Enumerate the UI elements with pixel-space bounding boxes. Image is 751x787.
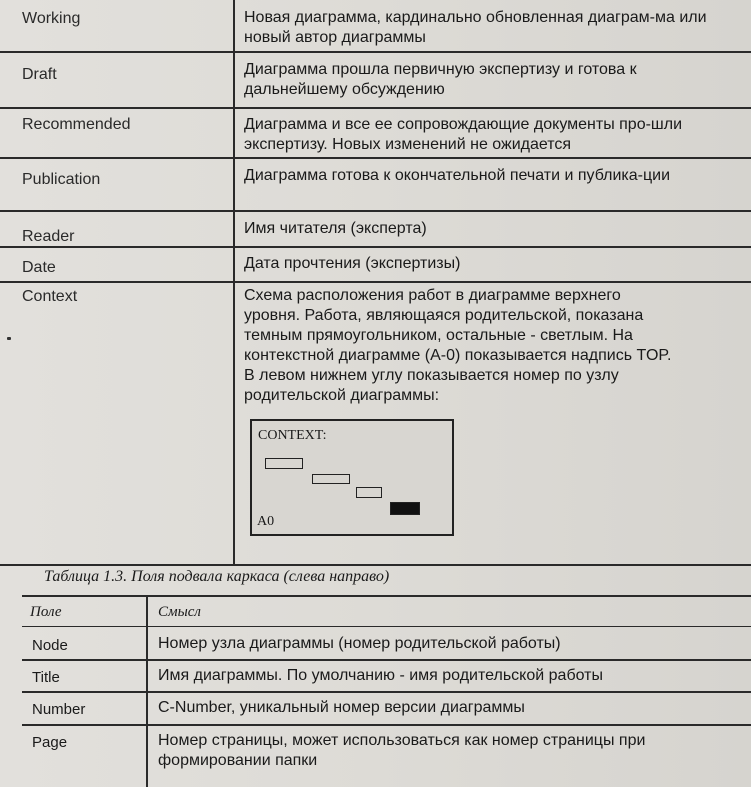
- context-diagram: [250, 419, 454, 536]
- row-divider: [22, 724, 751, 726]
- field-reader: Reader: [22, 228, 75, 245]
- field-node: Node: [32, 637, 68, 654]
- table-caption: Таблица 1.3. Поля подвала каркаса (слева направо): [44, 568, 390, 585]
- work-box: [265, 458, 303, 469]
- desc-context: Схема расположения работ в диаграмме верхнего уровня. Работа, являющаяся родительской, показана темным прямоугольником, остальные - светлым. На контекстной диаграмме (А-0) показывается надпись TOP. В левом нижнем углу показывается номер по узлу родительской диаграммы:: [244, 287, 672, 404]
- desc-title: Имя диаграммы. По умолчанию - имя родительской работы: [158, 667, 603, 684]
- field-number: Number: [32, 701, 86, 718]
- desc-date: Дата прочтения (экспертизы): [244, 255, 461, 272]
- row-divider: [0, 157, 751, 159]
- table-top-border: [22, 595, 751, 597]
- field-draft: Draft: [22, 66, 57, 83]
- work-box: [356, 487, 382, 498]
- row-divider: [22, 691, 751, 693]
- desc-publication: Диаграмма готова к окончательной печати и публика-ции: [244, 167, 671, 184]
- row-divider: [22, 659, 751, 661]
- header-divider: [22, 626, 751, 627]
- desc-node: Номер узла диаграммы (номер родительской работы): [158, 635, 561, 652]
- node-number: A0: [257, 514, 275, 529]
- row-divider: [0, 281, 751, 283]
- field-working: Working: [22, 10, 81, 27]
- field-recommended: Recommended: [22, 116, 131, 133]
- desc-number: C-Number, уникальный номер версии диаграммы: [158, 699, 525, 716]
- row-divider: [0, 246, 751, 248]
- table-bottom-border: [0, 564, 751, 566]
- desc-draft: Диаграмма прошла первичную экспертизу и готова к дальнейшему обсуждению: [244, 61, 637, 98]
- parent-work-box: [390, 502, 420, 515]
- field-publication: Publication: [22, 171, 101, 188]
- header-meaning: Смысл: [158, 604, 201, 620]
- ink-speck: [7, 337, 11, 340]
- desc-working: Новая диаграмма, кардинально обновленная диаграм-ма или новый автор диаграммы: [244, 9, 707, 46]
- row-divider: [0, 210, 751, 212]
- work-box: [312, 474, 350, 484]
- row-divider: [0, 107, 751, 109]
- row-divider: [0, 51, 751, 53]
- field-title: Title: [32, 669, 60, 686]
- header-field: Поле: [30, 604, 62, 620]
- field-date: Date: [22, 259, 56, 276]
- desc-page: Номер страницы, может использоваться как номер страницы при формировании папки: [158, 732, 646, 769]
- field-context: Context: [22, 288, 78, 305]
- context-label: CONTEXT:: [258, 428, 327, 443]
- desc-reader: Имя читателя (эксперта): [244, 220, 427, 237]
- column-divider: [146, 595, 148, 787]
- field-page: Page: [32, 734, 68, 751]
- desc-recommended: Диаграмма и все ее сопровождающие документы про-шли экспертизу. Новых изменений не ожидается: [244, 116, 683, 153]
